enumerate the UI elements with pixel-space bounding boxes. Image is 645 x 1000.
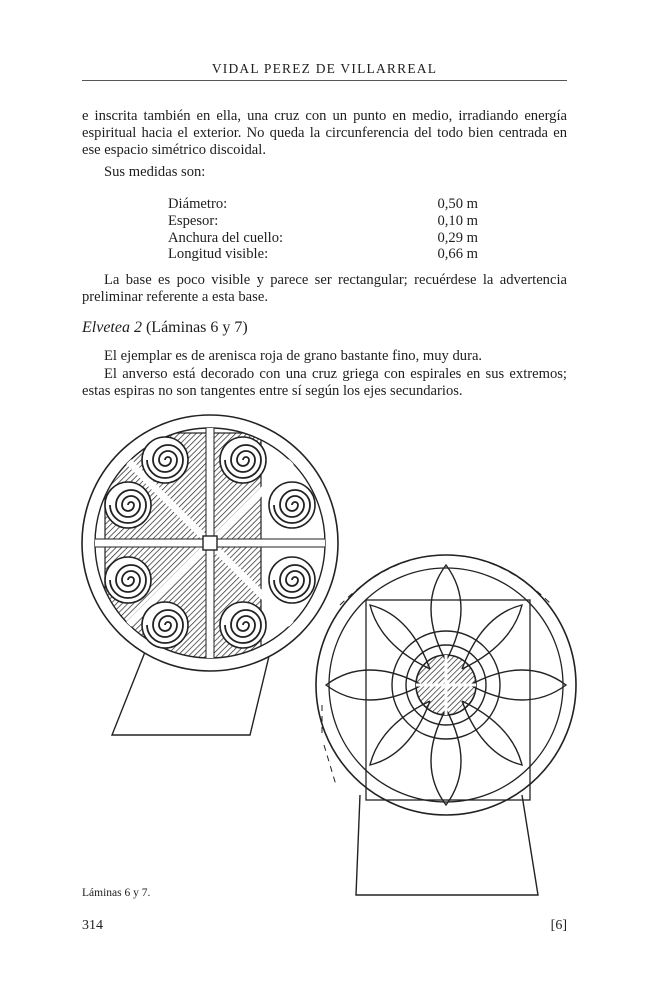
page-number: 314	[82, 918, 103, 933]
measure-row	[168, 246, 478, 263]
left-stela-drawing	[82, 415, 338, 735]
measure-row	[168, 196, 478, 213]
right-stela-drawing	[316, 555, 576, 895]
measure-value: 0,66 m	[437, 246, 478, 263]
measure-row	[168, 230, 478, 247]
running-head: VIDAL PEREZ DE VILLARREAL	[211, 61, 438, 76]
header-rule	[82, 80, 567, 81]
stela-drawings-figure	[60, 405, 590, 905]
paragraph-2: Sus medidas son:	[104, 164, 206, 180]
paragraph-4: El ejemplar es de arenisca roja de grano bastante fino, muy dura.	[104, 348, 483, 364]
figure-caption: Láminas 6 y 7.	[82, 887, 151, 899]
measure-value: 0,29 m	[437, 229, 478, 246]
measure-value: 0,50 m	[437, 196, 478, 212]
section-heading	[82, 319, 248, 337]
section-title-italic: Elvetea 2	[82, 319, 142, 336]
page-reference: [6]	[550, 918, 567, 933]
measure-label: Espesor:	[168, 212, 219, 229]
measure-label: Diámetro:	[168, 196, 228, 212]
paragraph-3: La base es poco visible y parece ser rectangular; recuérdese la advertencia preliminar referente a esta base.	[82, 272, 567, 305]
measure-label: Longitud visible:	[168, 246, 269, 263]
measure-row	[168, 213, 478, 230]
measure-value: 0,10 m	[437, 212, 478, 229]
measure-label: Anchura del cuello:	[168, 229, 284, 246]
measures-table	[168, 196, 478, 263]
paragraph-5: El anverso está decorado con una cruz griega con espirales en sus extremos; estas espiras no son tangentes entre sí según los ejes secundarios.	[82, 366, 567, 399]
section-title-rest: (Láminas 6 y 7)	[145, 319, 248, 336]
paragraph-1: e inscrita también en ella, una cruz con un punto en medio, irradiando energía espiritual hacia el exterior. No queda la circunferencia del todo bien centrada en ese espacio simétrico discoidal.	[82, 108, 567, 158]
